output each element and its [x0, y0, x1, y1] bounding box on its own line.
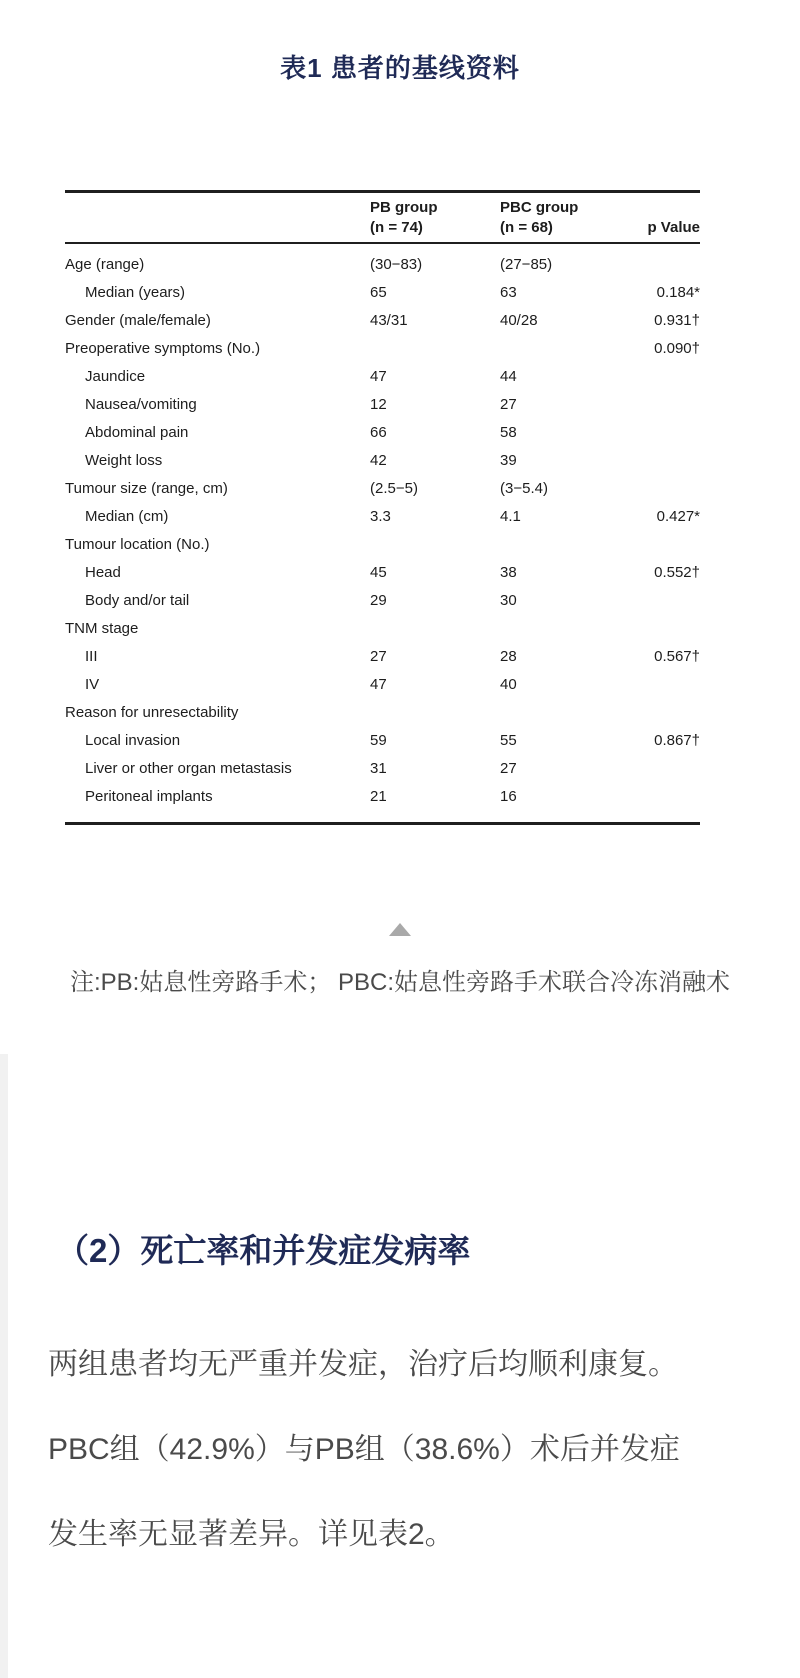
table-cell-pbc: 27	[500, 395, 517, 413]
table-cell-pb: 3.3	[370, 507, 391, 525]
table-row	[65, 642, 700, 670]
table-cell-label: Head	[85, 563, 121, 581]
collapse-control-row	[0, 923, 800, 936]
table-cell-pb: 27	[370, 647, 387, 665]
table-cell-pb: 66	[370, 423, 387, 441]
table-cell-p: 0.867†	[654, 731, 700, 749]
table-cell-label: Body and/or tail	[85, 591, 190, 609]
table-row	[65, 530, 700, 558]
table-cell-label: Local invasion	[85, 731, 181, 749]
table-cell-pb: 45	[370, 563, 387, 581]
table-header-spacer	[65, 198, 370, 238]
table-cell-p: 0.090†	[654, 339, 700, 357]
baseline-data-table	[65, 190, 700, 825]
table-header-pb-group	[370, 198, 500, 238]
table-cell-pb: 31	[370, 759, 387, 777]
table-cell-pb: 21	[370, 787, 387, 805]
table-footnote: 注:PB:姑息性旁路手术； PBC:姑息性旁路手术联合冷冻消融术	[69, 969, 731, 996]
table-row	[65, 586, 700, 614]
table-cell-pbc: 40/28	[500, 311, 538, 329]
table-body	[65, 244, 700, 825]
table-cell-pbc: (27−85)	[500, 255, 553, 273]
table-row	[65, 362, 700, 390]
table-cell-pbc: 58	[500, 423, 517, 441]
table-row	[65, 418, 700, 446]
table-cell-label: III	[85, 647, 98, 665]
table-cell-pbc: 30	[500, 591, 517, 609]
table-cell-pbc: 28	[500, 647, 517, 665]
table-row	[65, 558, 700, 586]
table-cell-pbc: 39	[500, 451, 517, 469]
table-cell-label: Peritoneal implants	[85, 787, 213, 805]
table-cell-label: Preoperative symptoms (No.)	[65, 339, 261, 357]
paragraph-line: PBC组（42.9%）与PB组（38.6%）术后并发症	[48, 1433, 680, 1466]
table-cell-pbc: 40	[500, 675, 517, 693]
table-cell-pb: (2.5−5)	[370, 479, 418, 497]
table-cell-pb: 47	[370, 675, 387, 693]
table-cell-pb: 12	[370, 395, 387, 413]
table-cell-pbc: 4.1	[500, 507, 521, 525]
table-cell-label: IV	[85, 675, 100, 693]
left-edge-strip	[0, 1054, 8, 1678]
table-row	[65, 474, 700, 502]
pbc-group-name: PBC group	[500, 199, 579, 216]
table-row	[65, 782, 700, 810]
table-cell-label: Abdominal pain	[85, 423, 189, 441]
paragraph-line: 发生率无显著差异。详见表2。	[48, 1518, 455, 1551]
triangle-up-icon[interactable]	[389, 923, 411, 936]
table-cell-pb: 59	[370, 731, 387, 749]
pbc-group-n: (n = 68)	[500, 219, 553, 236]
table-cell-label: TNM stage	[65, 619, 139, 637]
table-cell-pbc: 16	[500, 787, 517, 805]
table-cell-p: 0.184*	[656, 283, 700, 301]
table-header-row	[65, 190, 700, 244]
table-cell-label: Weight loss	[85, 451, 163, 469]
table-cell-pb: 47	[370, 367, 387, 385]
table-row	[65, 390, 700, 418]
table-cell-p: 0.427*	[656, 507, 700, 525]
table-cell-label: Median (years)	[85, 283, 186, 301]
pb-group-n: (n = 74)	[370, 219, 423, 236]
table-cell-label: Liver or other organ metastasis	[85, 759, 292, 777]
table-row	[65, 334, 700, 362]
table-cell-pb: 42	[370, 451, 387, 469]
table-row	[65, 502, 700, 530]
table-row	[65, 670, 700, 698]
table-cell-label: Median (cm)	[85, 507, 169, 525]
body-paragraph	[48, 1322, 760, 1577]
table-cell-label: Reason for unresectability	[65, 703, 239, 721]
paragraph-line: 两组患者均无严重并发症，治疗后均顺利康复。	[48, 1348, 678, 1381]
table-cell-pb: 29	[370, 591, 387, 609]
page-title: 表1 患者的基线资料	[280, 53, 520, 83]
table-cell-label: Gender (male/female)	[65, 311, 211, 329]
table-cell-p: 0.567†	[654, 647, 700, 665]
table-cell-pb: 65	[370, 283, 387, 301]
table-cell-pbc: 27	[500, 759, 517, 777]
table-header-pbc-group	[500, 198, 645, 238]
table-row	[65, 726, 700, 754]
table-row	[65, 614, 700, 642]
table-cell-pbc: (3−5.4)	[500, 479, 548, 497]
table-row	[65, 250, 700, 278]
section-heading: （2）死亡率和并发症发病率	[56, 1232, 471, 1269]
table-cell-label: Jaundice	[85, 367, 146, 385]
table-row	[65, 306, 700, 334]
table-cell-pbc: 55	[500, 731, 517, 749]
table-cell-pb: 43/31	[370, 311, 408, 329]
table-header-p-value: p Value	[647, 219, 700, 236]
table-cell-label: Age (range)	[65, 255, 145, 273]
table-cell-label: Nausea/vomiting	[85, 395, 197, 413]
table-cell-pb: (30−83)	[370, 255, 423, 273]
table-cell-p: 0.931†	[654, 311, 700, 329]
table-cell-pbc: 63	[500, 283, 517, 301]
table-cell-pbc: 44	[500, 367, 517, 385]
table-row	[65, 278, 700, 306]
table-row	[65, 698, 700, 726]
table-row	[65, 754, 700, 782]
table-row	[65, 446, 700, 474]
table-cell-pbc: 38	[500, 563, 517, 581]
table-cell-label: Tumour size (range, cm)	[65, 479, 228, 497]
table-cell-p: 0.552†	[654, 563, 700, 581]
table-cell-label: Tumour location (No.)	[65, 535, 210, 553]
pb-group-name: PB group	[370, 199, 438, 216]
